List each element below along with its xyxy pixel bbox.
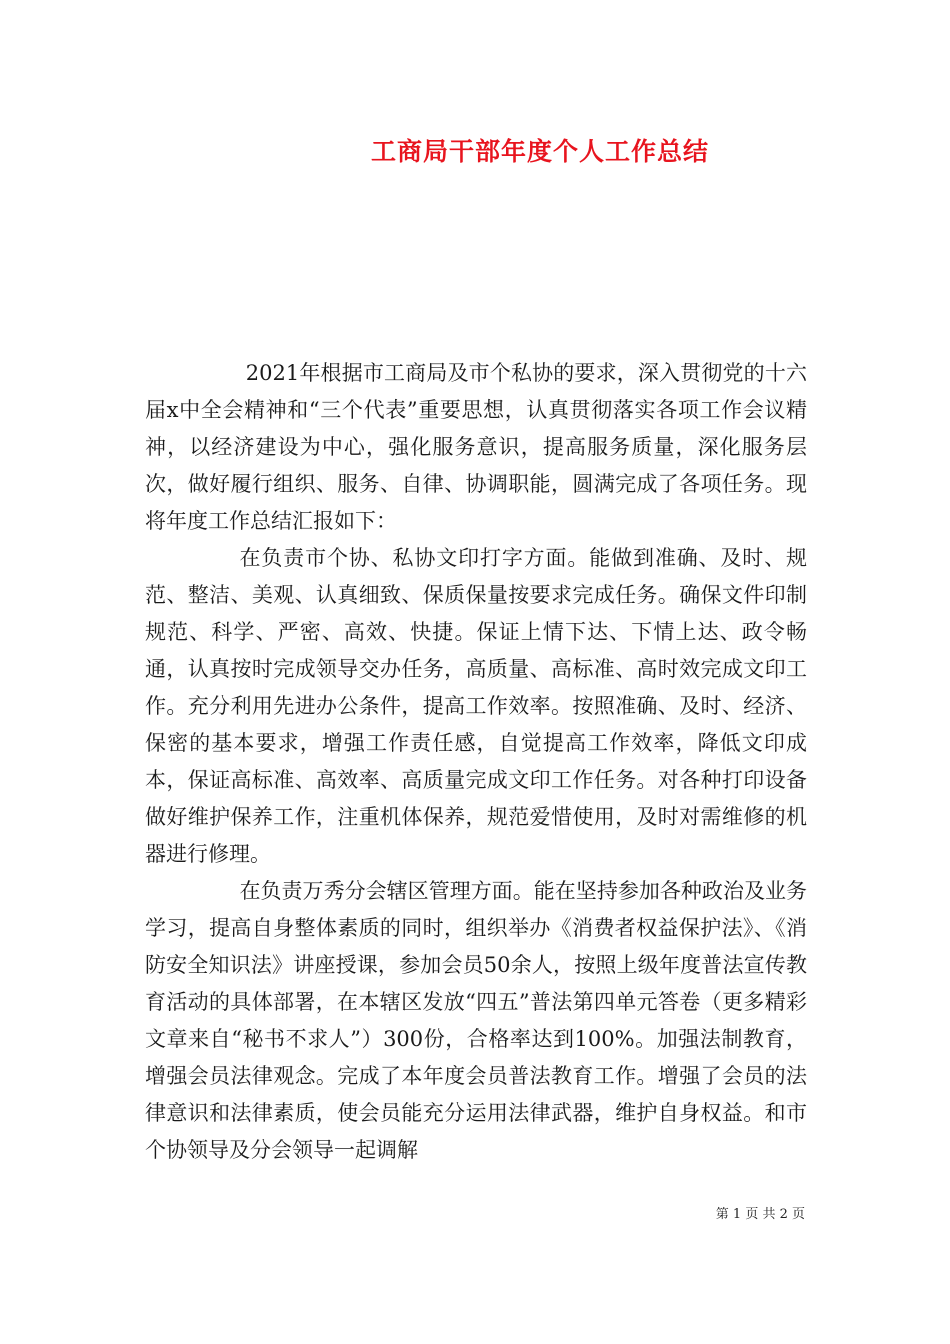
paragraph-district-management: 在负责万秀分会辖区管理方面。能在坚持参加各种政治及业务学习，提高自身整体素质的同时，组织举办《消费者权益保护法》、《消防安全知识法》讲座授课，参加会员50余人，按照上级年度普法宣传教育活动的具体部署，在本辖区发放“四五”普法第四单元答卷（更多精彩文章来自“秘书不求人”）300份，合格率达到100%。加强法制教育，增强会员法律观念。完成了本年度会员普法教育工作。增强了会员的法律意识和法律素质，使会员能充分运用法律武器，维护自身权益。和市个协领导及分会领导一起调解 [145, 879, 807, 1162]
paragraph-printing: 在负责市个协、私协文印打字方面。能做到准确、及时、规范、整洁、美观、认真细致、保质保量按要求完成任务。确保文件印制规范、科学、严密、高效、快捷。保证上情下达、下情上达、政令畅通，认真按时完成领导交办任务，高质量、高标准、高时效完成文印工作。充分利用先进办公条件，提高工作效率。按照准确、及时、经济、保密的基本要求，增强工作责任感，自觉提高工作效率，降低文印成本，保证高标准、高效率、高质量完成文印工作任务。对各种打印设备做好维护保养工作，注重机体保养，规范爱惜使用，及时对需维修的机器进行修理。 [145, 546, 807, 866]
paragraph-intro: 2021年根据市工商局及市个私协的要求，深入贯彻党的十六届x中全会精神和“三个代表”重要思想，认真贯彻落实各项工作会议精神，以经济建设为中心，强化服务意识，提高服务质量，深化服务层次，做好履行组织、服务、自律、协调职能，圆满完成了各项任务。现将年度工作总结汇报如下： [145, 361, 807, 533]
document-body [145, 355, 807, 1169]
document-title: 工商局干部年度个人工作总结 [370, 137, 709, 166]
page-number-footer: 第 1 页 共 2 页 [715, 1207, 805, 1222]
